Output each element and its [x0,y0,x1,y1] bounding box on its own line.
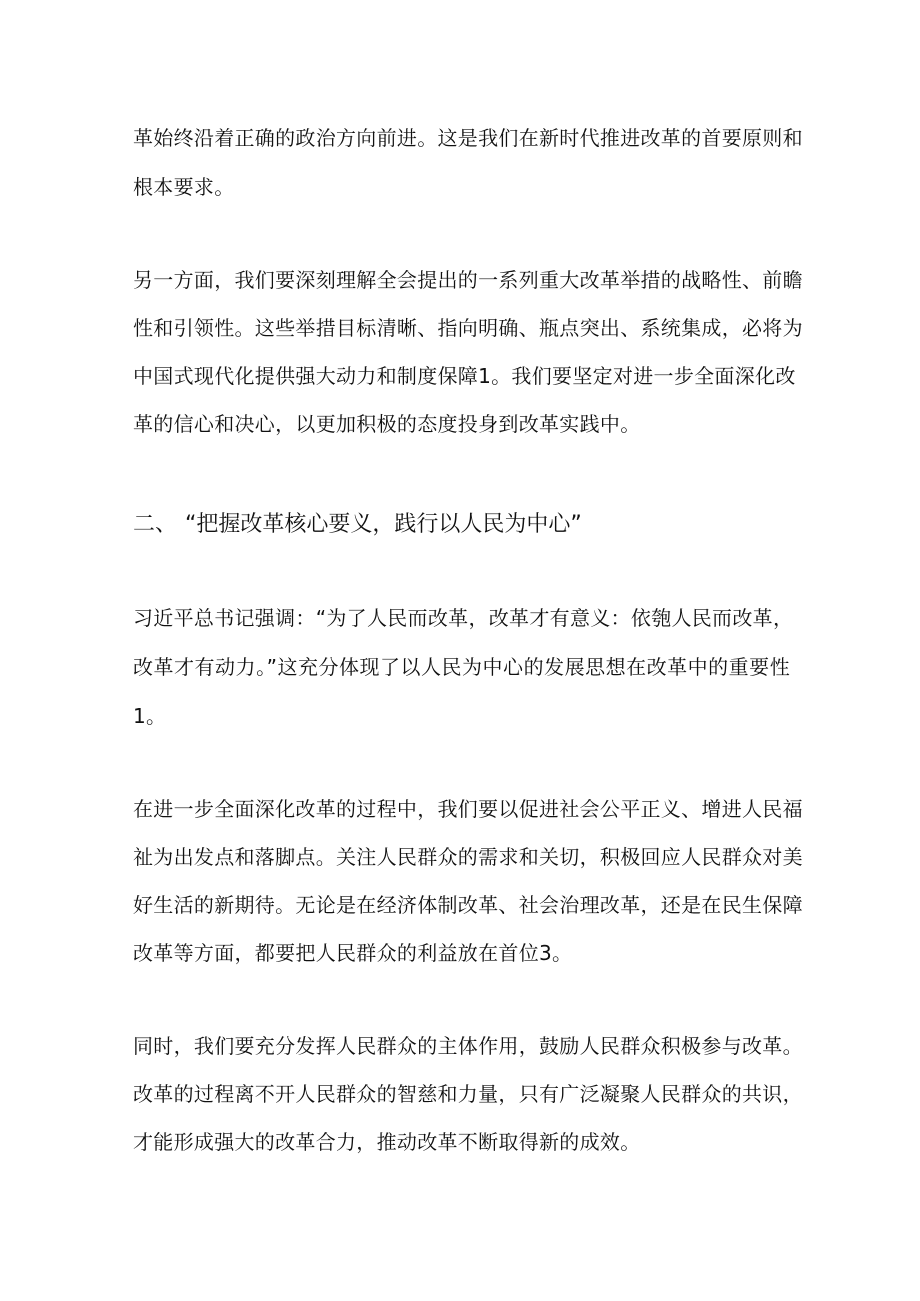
section-title: “把握改革核心要义，践行以人民为中心” [185,512,582,537]
paragraph-line: 祉为出发点和落脚点。关注人民群众的需求和关切，积极回应人民群众对美 [133,845,803,869]
paragraph-line: 好生活的新期待。无论是在经济体制改革、社会治理改革，还是在民生保障 [133,893,803,917]
section-heading [133,510,582,540]
paragraph-line: 改革的过程离不开人民群众的智慈和力量，只有广泛凝聚人民群众的共识， [133,1082,803,1106]
paragraph-line: 才能形成强大的改革合力，推动改革不断取得新的成效。 [133,1130,641,1154]
paragraph-line: 改革才有动力。”这充分体现了以人民为中心的发展思想在改革中的重要性 [133,655,790,679]
paragraph-line: 在进一步全面深化改革的过程中，我们要以促进社会公平正义、增进人民福 [133,797,803,821]
section-number: 二、 [133,512,178,537]
paragraph-line: 性和引领性。这些举措目标清晰、指向明确、瓶点突出、系统集成，必将为 [133,316,803,340]
paragraph-line: 革始终沿着正确的政治方向前进。这是我们在新时代推进改革的首要原则和 [133,126,803,150]
paragraph-line: 另一方面，我们要深刻理解全会提出的一系列重大改革举措的战略性、前瞻 [133,268,803,292]
paragraph-line: 中国式现代化提供强大动力和制度保障1。我们要坚定对进一步全面深化改 [133,364,796,388]
paragraph-line: 革的信心和决心，以更加积极的态度投身到改革实践中。 [133,412,641,436]
paragraph-line: 改革等方面，都要把人民群众的利益放在首位3。 [133,941,573,965]
paragraph-line: 同时，我们要充分发挥人民群众的主体作用，鼓励人民群众积极参与改革。 [133,1034,803,1058]
paragraph-line: 习近平总书记强调：“为了人民而改革，改革才有意义：依匏人民而改革， [133,606,794,630]
paragraph-line: 1。 [133,704,167,728]
paragraph-line: 根本要求。 [133,175,235,199]
